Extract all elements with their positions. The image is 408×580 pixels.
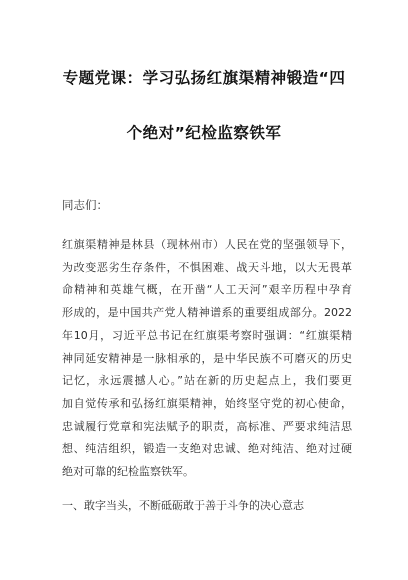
document-title-line-1: 专题党课：学习弘扬红旗渠精神锻造“四 bbox=[62, 69, 346, 87]
paragraph-line: 命精神和英雄气概，在开凿“人工天河”艰辛历程中孕育 bbox=[62, 283, 352, 297]
paragraph-line: 加自觉传承和弘扬红旗渠精神，始终坚守党的初心使命， bbox=[62, 396, 352, 410]
paragraph-line: 形成的，是中国共产党人精神谱系的重要组成部分。2022 bbox=[62, 306, 352, 320]
paragraph-line: 年10月，习近平总书记在红旗渠考察时强调：“红旗渠精 bbox=[62, 328, 352, 342]
paragraph-line: 想、纯洁组织，锻造一支绝对忠诚、绝对纯洁、绝对过硬 bbox=[62, 442, 352, 456]
document-title-line-2: 个绝对”纪检监察铁军 bbox=[126, 124, 282, 142]
paragraph-line: 神同延安精神是一脉相承的，是中华民族不可磨灭的历史 bbox=[62, 351, 352, 365]
greeting: 同志们： bbox=[62, 198, 108, 212]
paragraph-line: 忠诚履行党章和宪法赋予的职责，高标准、严要求纯洁思 bbox=[62, 419, 352, 433]
paragraph-line: 为改变恶劣生存条件，不惧困难、战天斗地，以大无畏革 bbox=[62, 260, 352, 274]
body-paragraph bbox=[62, 234, 352, 484]
paragraph-line: 记忆，永远震撼人心。”站在新的历史起点上，我们要更 bbox=[62, 374, 352, 388]
section-heading: 一、敢字当头，不断砥砺敢于善于斗争的决心意志 bbox=[62, 499, 304, 512]
paragraph-line: 红旗渠精神是林县（现林州市）人民在党的坚强领导下， bbox=[62, 238, 352, 251]
paragraph-line: 绝对可靠的纪检监察铁军。 bbox=[62, 465, 194, 479]
